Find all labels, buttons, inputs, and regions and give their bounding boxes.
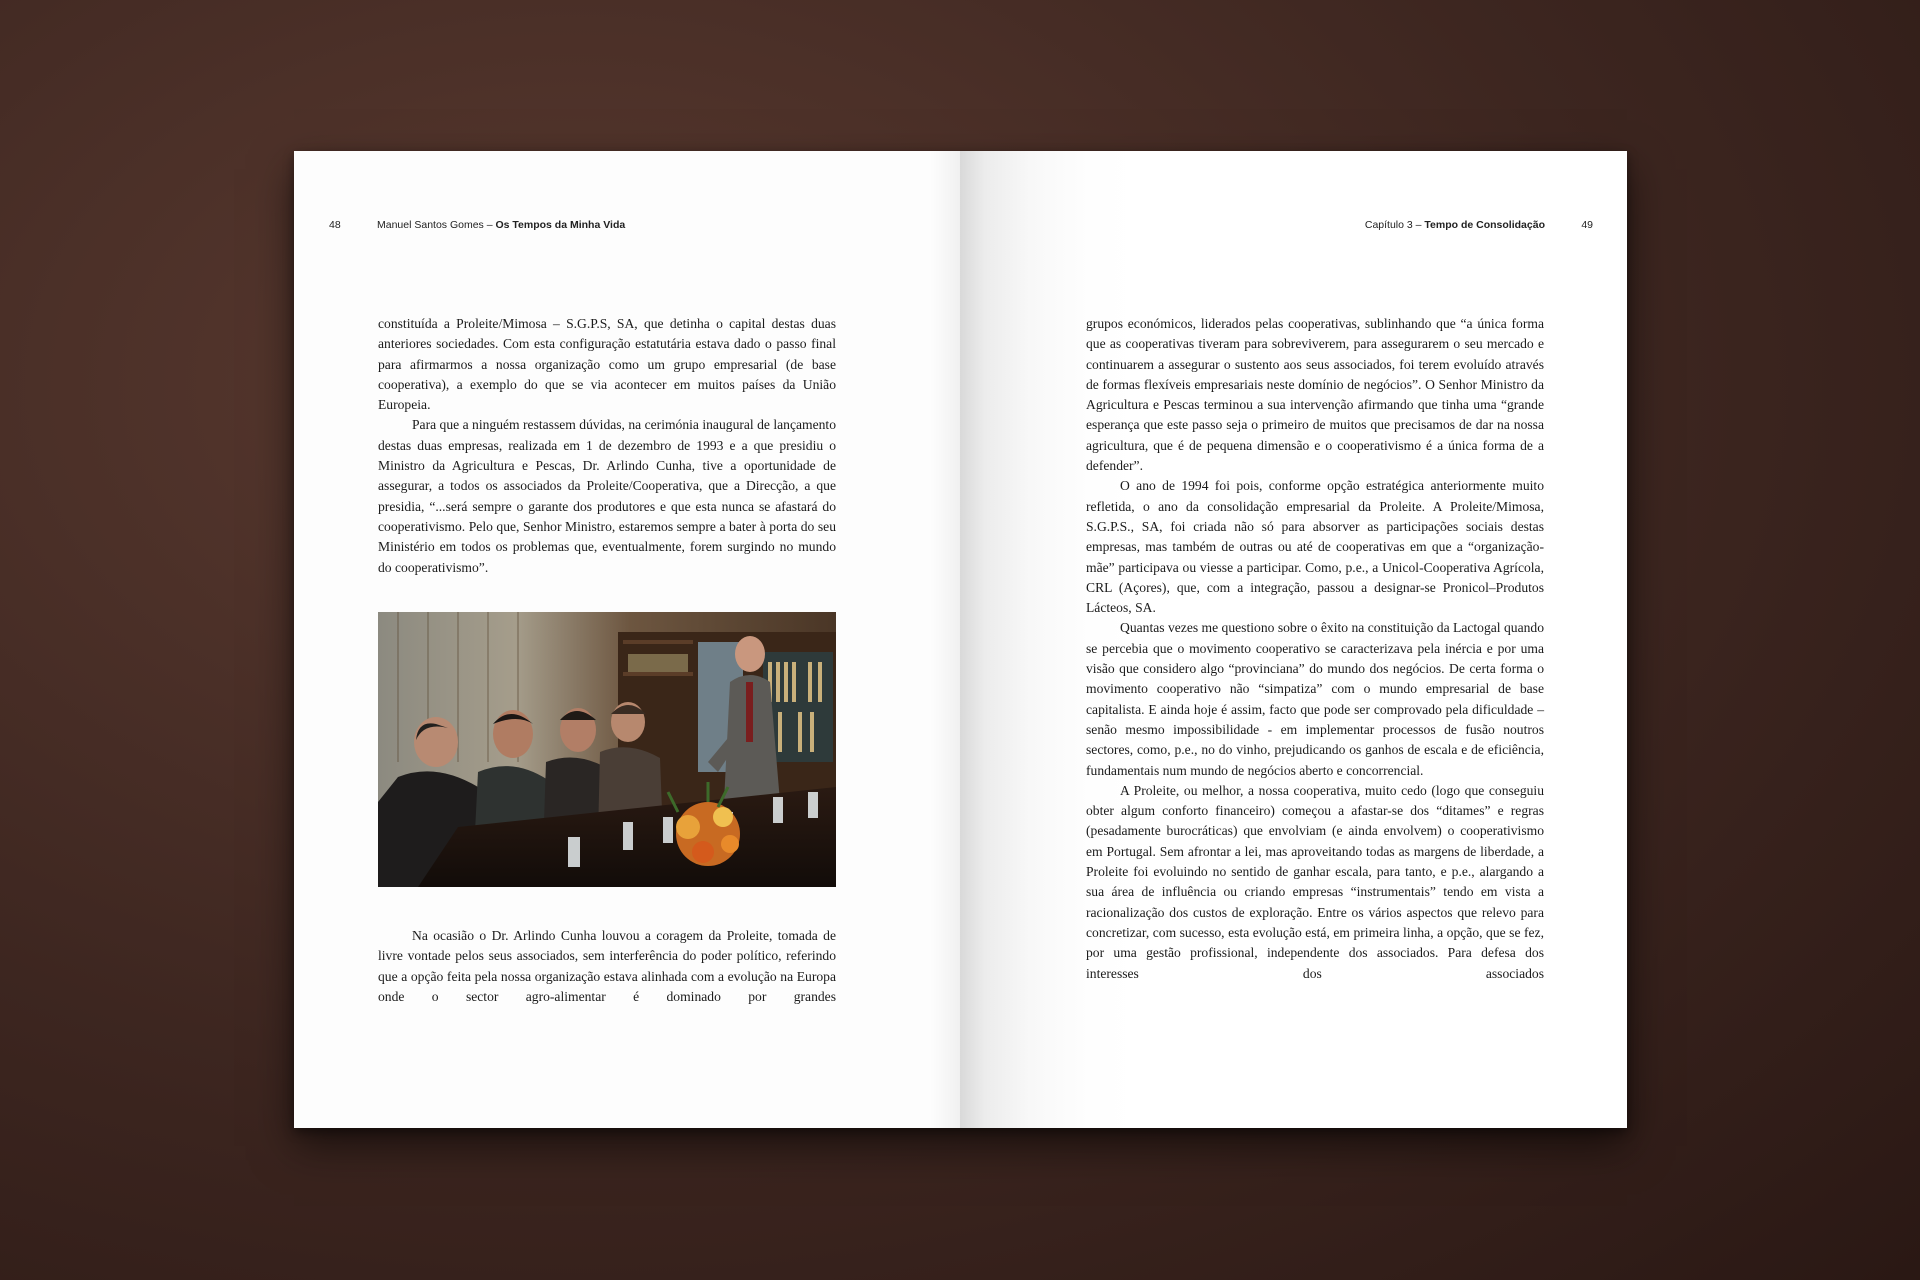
book-spread — [294, 151, 1627, 1128]
paragraph: Na ocasião o Dr. Arlindo Cunha louvou a coragem da Proleite, tomada de livre vontade pelos seus associados, sem interferência do poder político, referindo que a opção feita pela nossa organização estava alinhada com a evolução na Europa onde o sector agro-alimentar é dominado por grandes — [378, 928, 836, 1004]
paragraph: Para que a ninguém restassem dúvidas, na cerimónia inaugural de lançamento destas duas empresas, realizada em 1 de dezembro de 1993 e a que presidiu o Ministro da Agricultura e Pescas, Dr. Arlindo Cunha, tive a oportunidade de assegurar, a todos os associados da Proleite/Cooperativa, que a Direcção, a que presidia, “...será sempre o garante dos produtores e que esta nunca se afastará do cooperativismo. Pelo que, Senhor Ministro, estaremos sempre a bater à porta do seu Ministério em todos os problemas que, eventualmente, forem surgindo no mundo do cooperativismo”. — [378, 417, 836, 575]
paragraph: grupos económicos, liderados pelas cooperativas, sublinhando que “a única forma que as cooperativas tiveram para sobreviverem, para assegurarem o seu mercado e continuarem a assegurar o sustento aos seus associados, foi terem evoluído através de formas flexíveis empresariais neste domínio de negócios”. O Senhor Ministro da Agricultura e Pescas terminou a sua intervenção afirmando que tinha uma “grande esperança que este passo seja o primeiro de muitos que precisamos de dar na nossa agricultura, que é de pequena dimensão e o cooperativismo é a única forma de a defender”. — [1086, 316, 1544, 474]
running-header — [377, 219, 625, 231]
header-author: Manuel Santos Gomes – — [377, 219, 496, 231]
header-book-title: Os Tempos da Minha Vida — [495, 219, 626, 231]
paragraph: O ano de 1994 foi pois, conforme opção estratégica anteriormente muito refletida, o ano da consolidação empresarial da Proleite. A Proleite/Mimosa, S.G.P.S., SA, foi criada não só para absorver as participações sociais destas empresas, mas também de outras ou até de cooperativas em que a “organização-mãe” participava ou viesse a participar. Como, p.e., a Unicol-Cooperativa Agrícola, CRL (Açores), que, com a integração, passou a designar-se Pronicol–Produtos Lácteos, SA. — [1086, 478, 1544, 616]
paragraph: constituída a Proleite/Mimosa – S.G.P.S, SA, que detinha o capital destas duas anteriores sociedades. Com esta configuração estatutária estava dado o passo final para afirmarmos a nossa organização como um grupo empresarial (de base cooperativa), a exemplo do que se via acontecer em muitos países da União Europeia. — [378, 316, 836, 413]
running-header — [1365, 219, 1545, 231]
right-page — [960, 151, 1627, 1128]
body-text-bottom — [378, 926, 836, 1007]
header-chapter-title: Tempo de Consolidação — [1424, 219, 1545, 231]
body-text — [1086, 314, 1544, 984]
header-chapter: Capítulo 3 – — [1364, 219, 1425, 231]
meeting-photo-image — [378, 612, 836, 887]
page-number: 48 — [329, 219, 341, 231]
left-page — [294, 151, 960, 1128]
photo-meeting — [378, 612, 836, 887]
body-text-top — [378, 314, 836, 578]
page-number: 49 — [1581, 219, 1593, 231]
paragraph: A Proleite, ou melhor, a nossa cooperativa, muito cedo (logo que conseguiu obter algum conforto financeiro) começou a afastar-se dos “ditames” e regras (pesadamente burocráticas) que envolviam (e ainda envolvem) o cooperativismo em Portugal. Sem afrontar a lei, mas aproveitando todas as margens de liberdade, a Proleite foi evoluindo no sentido de ganhar escala, para tanto, e p.e., alargando a sua área de influência ou criando empresas “instrumentais” tendo em vista a racionalização dos custos de exploração. Entre os vários aspectos que relevo para concretizar, com sucesso, esta evolução está, em primeira linha, a opção, que se fez, por uma gestão profissional, independente dos associados. Para defesa dos interesses dos associados — [1086, 782, 1544, 981]
paragraph: Quantas vezes me questiono sobre o êxito na constituição da Lactogal quando se percebia que o movimento cooperativo se caracterizava pela inércia e por uma visão que considero algo “provinciana” do mundo dos negócios. De certa forma o movimento cooperativo não “simpatiza” com o mundo empresarial de base capitalista. E ainda hoje é assim, facto que pode ser comprovado pela dificuldade – senão mesmo impossibilidade - em implementar processos de fusão noutros sectores, como, p.e., no do vinho, prejudicando os ganhos de escala e de eficiência, fundamentais num mundo de negócios aberto e concorrencial. — [1086, 620, 1544, 778]
